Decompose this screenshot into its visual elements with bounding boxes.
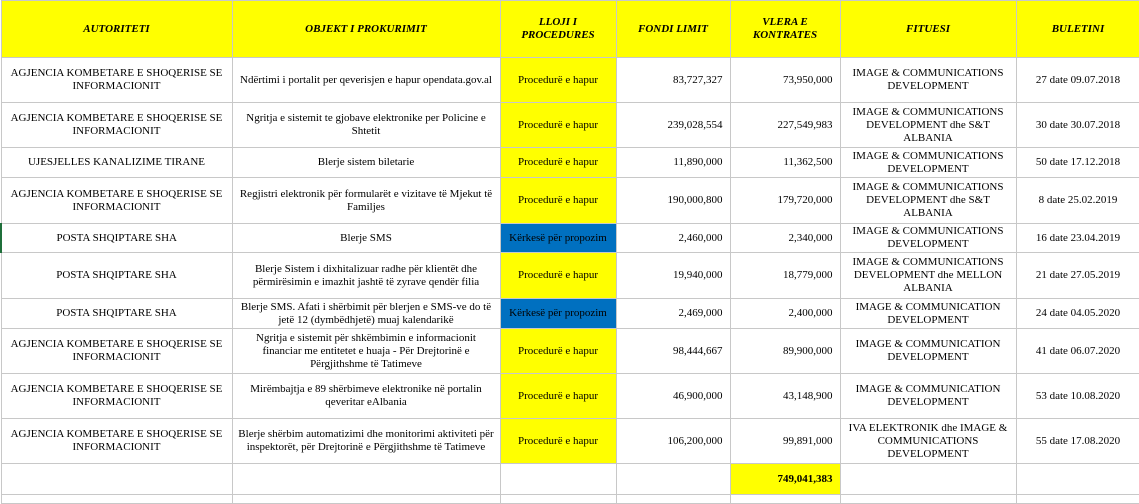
empty-cell[interactable] bbox=[500, 464, 616, 495]
cell-objekt[interactable]: Blerje SMS bbox=[232, 224, 500, 253]
cell-autoriteti[interactable]: AGJENCIA KOMBETARE E SHOQERISE SE INFORMACIONIT bbox=[1, 329, 232, 374]
header-buletini[interactable]: BULETINI bbox=[1016, 1, 1139, 58]
empty-cell[interactable] bbox=[1, 464, 232, 495]
cell-vlera[interactable]: 89,900,000 bbox=[730, 329, 840, 374]
cell-vlera[interactable]: 11,362,500 bbox=[730, 148, 840, 178]
table-row bbox=[1, 103, 1139, 148]
empty-cell[interactable] bbox=[232, 495, 500, 504]
cell-objekt[interactable]: Blerje sistem biletarie bbox=[232, 148, 500, 178]
cell-fituesi[interactable]: IVA ELEKTRONIK dhe IMAGE & COMMUNICATIONS DEVELOPMENT bbox=[840, 419, 1016, 464]
cell-fituesi[interactable]: IMAGE & COMMUNICATION DEVELOPMENT bbox=[840, 299, 1016, 329]
cell-lloji[interactable]: Procedurë e hapur bbox=[500, 148, 616, 178]
header-fituesi[interactable]: FITUESI bbox=[840, 1, 1016, 58]
cell-objekt[interactable]: Mirëmbajtja e 89 shërbimeve elektronike në portalin qeveritar eAlbania bbox=[232, 374, 500, 419]
cell-fondi[interactable]: 190,000,800 bbox=[616, 178, 730, 224]
cell-objekt[interactable]: Blerje SMS. Afati i shërbimit për blerjen e SMS-ve do të jetë 12 (dymbëdhjetë) muaj kalendarikë bbox=[232, 299, 500, 329]
cell-buletini[interactable]: 55 date 17.08.2020 bbox=[1016, 419, 1139, 464]
cell-autoriteti[interactable]: AGJENCIA KOMBETARE E SHOQERISE SE INFORMACIONIT bbox=[1, 103, 232, 148]
cell-objekt[interactable]: Regjistri elektronik për formularët e vizitave të Mjekut të Familjes bbox=[232, 178, 500, 224]
cell-fondi[interactable]: 46,900,000 bbox=[616, 374, 730, 419]
empty-cell[interactable] bbox=[500, 495, 616, 504]
cell-objekt[interactable]: Ndërtimi i portalit per qeverisjen e hapur opendata.gov.al bbox=[232, 58, 500, 103]
cell-fituesi[interactable]: IMAGE & COMMUNICATIONS DEVELOPMENT bbox=[840, 58, 1016, 103]
cell-autoriteti[interactable]: UJESJELLES KANALIZIME TIRANE bbox=[1, 148, 232, 178]
cell-lloji[interactable]: Procedurë e hapur bbox=[500, 374, 616, 419]
cell-fondi[interactable]: 106,200,000 bbox=[616, 419, 730, 464]
cell-vlera[interactable]: 99,891,000 bbox=[730, 419, 840, 464]
cell-buletini[interactable]: 53 date 10.08.2020 bbox=[1016, 374, 1139, 419]
cell-vlera[interactable]: 227,549,983 bbox=[730, 103, 840, 148]
cell-buletini[interactable]: 21 date 27.05.2019 bbox=[1016, 253, 1139, 299]
cell-vlera[interactable]: 2,340,000 bbox=[730, 224, 840, 253]
cell-lloji[interactable]: Procedurë e hapur bbox=[500, 178, 616, 224]
cell-buletini[interactable]: 8 date 25.02.2019 bbox=[1016, 178, 1139, 224]
empty-cell[interactable] bbox=[730, 495, 840, 504]
cell-fituesi[interactable]: IMAGE & COMMUNICATIONS DEVELOPMENT dhe MELLON ALBANIA bbox=[840, 253, 1016, 299]
cell-buletini[interactable]: 50 date 17.12.2018 bbox=[1016, 148, 1139, 178]
cell-fituesi[interactable]: IMAGE & COMMUNICATION DEVELOPMENT bbox=[840, 329, 1016, 374]
cell-autoriteti[interactable]: AGJENCIA KOMBETARE E SHOQERISE SE INFORMACIONIT bbox=[1, 178, 232, 224]
table-row bbox=[1, 329, 1139, 374]
table-row bbox=[1, 253, 1139, 299]
empty-cell[interactable] bbox=[840, 464, 1016, 495]
empty-cell[interactable] bbox=[1016, 495, 1139, 504]
empty-cell[interactable] bbox=[232, 464, 500, 495]
cell-fituesi[interactable]: IMAGE & COMMUNICATIONS DEVELOPMENT bbox=[840, 224, 1016, 253]
cell-autoriteti[interactable]: AGJENCIA KOMBETARE E SHOQERISE SE INFORMACIONIT bbox=[1, 374, 232, 419]
cell-buletini[interactable]: 30 date 30.07.2018 bbox=[1016, 103, 1139, 148]
cell-lloji[interactable]: Procedurë e hapur bbox=[500, 253, 616, 299]
table-row bbox=[1, 58, 1139, 103]
cell-objekt[interactable]: Blerje Sistem i dixhitalizuar radhe për klientët dhe përmirësimin e imazhit jashtë të zyrave qendër filia bbox=[232, 253, 500, 299]
cell-lloji[interactable]: Procedurë e hapur bbox=[500, 58, 616, 103]
cell-fituesi[interactable]: IMAGE & COMMUNICATIONS DEVELOPMENT dhe S&T ALBANIA bbox=[840, 178, 1016, 224]
cell-fondi[interactable]: 98,444,667 bbox=[616, 329, 730, 374]
table-row bbox=[1, 178, 1139, 224]
cell-lloji[interactable]: Procedurë e hapur bbox=[500, 103, 616, 148]
cell-fituesi[interactable]: IMAGE & COMMUNICATION DEVELOPMENT bbox=[840, 374, 1016, 419]
cell-fondi[interactable]: 239,028,554 bbox=[616, 103, 730, 148]
table-row bbox=[1, 299, 1139, 329]
cell-autoriteti[interactable]: POSTA SHQIPTARE SHA bbox=[1, 224, 232, 253]
cell-lloji[interactable]: Kërkesë për propozim bbox=[500, 224, 616, 253]
cell-autoriteti[interactable]: POSTA SHQIPTARE SHA bbox=[1, 299, 232, 329]
cell-fondi[interactable]: 83,727,327 bbox=[616, 58, 730, 103]
empty-cell[interactable] bbox=[1, 495, 232, 504]
header-fondi[interactable]: FONDI LIMIT bbox=[616, 1, 730, 58]
empty-cell[interactable] bbox=[616, 464, 730, 495]
cell-fondi[interactable]: 11,890,000 bbox=[616, 148, 730, 178]
cell-fondi[interactable]: 2,460,000 bbox=[616, 224, 730, 253]
cell-lloji[interactable]: Procedurë e hapur bbox=[500, 329, 616, 374]
header-row bbox=[1, 1, 1139, 58]
cell-objekt[interactable]: Blerje shërbim automatizimi dhe monitorimi aktiviteti për inspektorët, për Drejtorinë e Përgjithshme të Tatimeve bbox=[232, 419, 500, 464]
header-lloji[interactable]: LLOJI I PROCEDURES bbox=[500, 1, 616, 58]
cell-fituesi[interactable]: IMAGE & COMMUNICATIONS DEVELOPMENT bbox=[840, 148, 1016, 178]
cell-objekt[interactable]: Ngritja e sistemit te gjobave elektronike per Policine e Shtetit bbox=[232, 103, 500, 148]
cell-vlera[interactable]: 179,720,000 bbox=[730, 178, 840, 224]
empty-cell[interactable] bbox=[1016, 464, 1139, 495]
empty-row bbox=[1, 495, 1139, 504]
empty-cell[interactable] bbox=[616, 495, 730, 504]
cell-autoriteti[interactable]: POSTA SHQIPTARE SHA bbox=[1, 253, 232, 299]
header-objekt[interactable]: OBJEKT I PROKURIMIT bbox=[232, 1, 500, 58]
cell-lloji[interactable]: Kërkesë për propozim bbox=[500, 299, 616, 329]
cell-fondi[interactable]: 19,940,000 bbox=[616, 253, 730, 299]
cell-autoriteti[interactable]: AGJENCIA KOMBETARE E SHOQERISE SE INFORMACIONIT bbox=[1, 58, 232, 103]
cell-buletini[interactable]: 27 date 09.07.2018 bbox=[1016, 58, 1139, 103]
cell-autoriteti[interactable]: AGJENCIA KOMBETARE E SHOQERISE SE INFORMACIONIT bbox=[1, 419, 232, 464]
cell-vlera[interactable]: 2,400,000 bbox=[730, 299, 840, 329]
cell-buletini[interactable]: 16 date 23.04.2019 bbox=[1016, 224, 1139, 253]
cell-fondi[interactable]: 2,469,000 bbox=[616, 299, 730, 329]
cell-fituesi[interactable]: IMAGE & COMMUNICATIONS DEVELOPMENT dhe S&T ALBANIA bbox=[840, 103, 1016, 148]
table-row bbox=[1, 374, 1139, 419]
table-row bbox=[1, 224, 1139, 253]
cell-vlera[interactable]: 43,148,900 bbox=[730, 374, 840, 419]
header-vlera[interactable]: VLERA E KONTRATES bbox=[730, 1, 840, 58]
total-value[interactable]: 749,041,383 bbox=[730, 464, 840, 495]
total-row bbox=[1, 464, 1139, 495]
cell-buletini[interactable]: 24 date 04.05.2020 bbox=[1016, 299, 1139, 329]
cell-vlera[interactable]: 18,779,000 bbox=[730, 253, 840, 299]
cell-lloji[interactable]: Procedurë e hapur bbox=[500, 419, 616, 464]
cell-buletini[interactable]: 41 date 06.07.2020 bbox=[1016, 329, 1139, 374]
table-row bbox=[1, 148, 1139, 178]
cell-objekt[interactable]: Ngritja e sistemit për shkëmbimin e informacionit financiar me entitetet e huaja - Për Drejtorinë e Përgjithshme të Tatimeve bbox=[232, 329, 500, 374]
header-autoriteti[interactable]: AUTORITETI bbox=[1, 1, 232, 58]
cell-vlera[interactable]: 73,950,000 bbox=[730, 58, 840, 103]
table-row bbox=[1, 419, 1139, 464]
empty-cell[interactable] bbox=[840, 495, 1016, 504]
